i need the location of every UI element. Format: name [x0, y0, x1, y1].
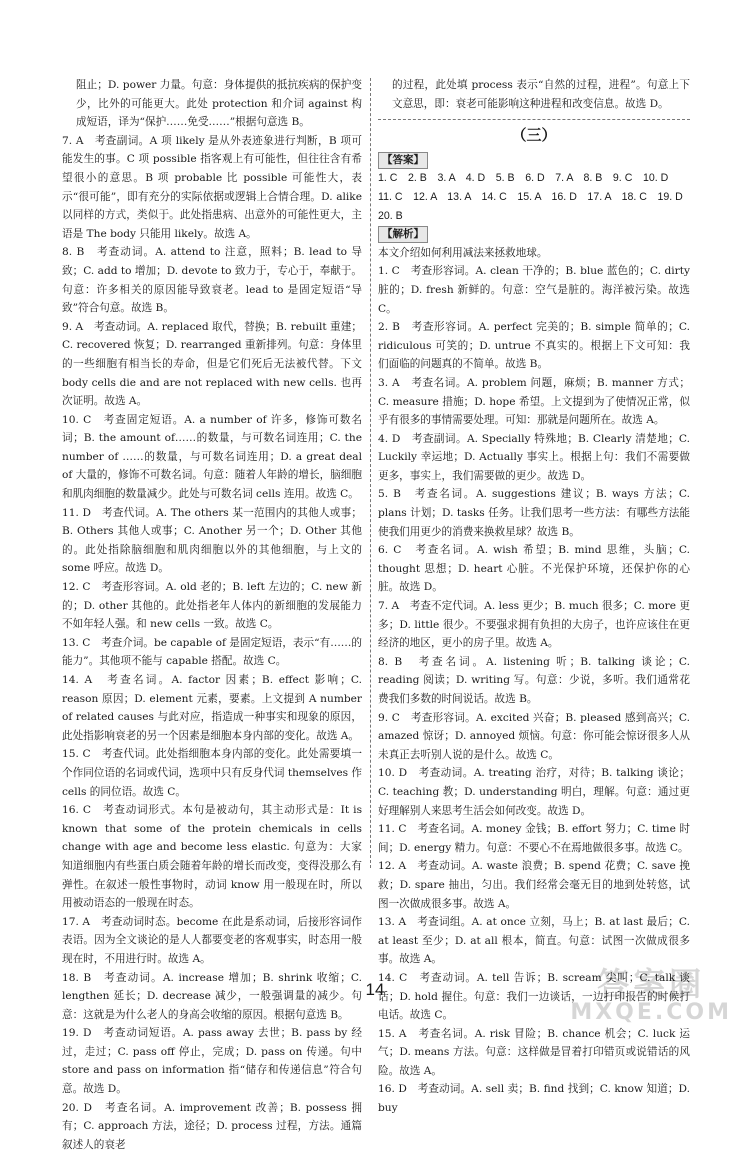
- right-item-15: 15. A 考查名词。A. risk 冒险；B. chance 机会；C. luck 运气；D. means 方法。句意：这样做是冒着打印错页或说错话的风险。故选 A。: [378, 1027, 690, 1077]
- right-item-16: 16. D 考查动词。A. sell 卖；B. find 找到；C. know 知道；D. buy: [378, 1083, 690, 1115]
- watermark-top: 答案圈: [597, 965, 706, 1003]
- right-item-4: 4. D 考查副词。A. Specially 特殊地；B. Clearly 清楚地；C. Luckily 幸运地；D. Actually 事实上。根据上句：我们不需要做更多，事实上，我们需要做的更少。故选 D。: [378, 432, 690, 482]
- right-item-14: 14. C 考查动词。A. tell 告诉；B. scream 尖叫；C. talk 谈话；D. hold 握住。句意：我们一边谈话，一边打印报告的时候打电话。故选 C。: [378, 971, 690, 1022]
- left-item-20: 20. D 考查名词。A. improvement 改善；B. possess 拥有；C. approach 方法，途径；D. process 过程，方法。通篇叙述人的衰老: [62, 1101, 362, 1151]
- right-item-11: 11. C 考查名词。A. money 金钱；B. effort 努力；C. time 时间；D. energy 精力。句意：不要心不在焉地做很多事。故选 C。: [378, 823, 690, 854]
- right-item-10: 10. D 考查动词。A. treating 治疗，对待；B. talking 谈论；C. teaching 教；D. understanding 明白，理解。句意：通过更好理解别人来思考生活会如何改变。故选 D。: [378, 767, 690, 817]
- left-item-13: 13. C 考查介词。be capable of 是固定短语，表示“有……的能力”。其他项不能与 capable 搭配。故选 C。: [62, 636, 362, 668]
- left-item-18: 18. B 考查动词。A. increase 增加；B. shrink 收缩；C. lengthen 延长；D. decrease 减少，一般强调量的减少。句意：这就是为什么老人的身高会收缩的原因。根据句意选 B。: [62, 971, 362, 1021]
- left-item-14: 14. A 考查名词。A. factor 因素；B. effect 影响；C. reason 原因；D. element 元素，要素。上文提到 A number of related causes 与此对应，指造成一种事实和现象的原因，此处指影响衰老的另一个因素是细胞本身内部的变化。故选 A。: [62, 674, 362, 742]
- answers-label: 【答案】: [378, 152, 428, 169]
- page-number: 14: [365, 980, 385, 999]
- right-item-6: 6. C 考查名词。A. wish 希望；B. mind 思维，头脑；C. thought 思想；D. heart 心脏。不光保护环境，还保护你的心脏。故选 D。: [378, 544, 690, 594]
- answers-line-1: 1. C 2. B 3. A 4. D 5. B 6. D 7. A 8. B 9. C 10. D: [378, 172, 669, 185]
- answers-block: [378, 151, 690, 225]
- watermark-bottom: MXQE.COM: [570, 1000, 732, 1025]
- left-item-15: 15. C 考查代词。此处指细胞本身内部的变化。此处需要填一个作同位语的名词或代词，选项中只有反身代词 themselves 作 cells 的同位语。故选 C。: [62, 748, 362, 798]
- right-item-13: 13. A 考查词组。A. at once 立刻，马上；B. at last 最后；C. at least 至少；D. at all 根本，简直。句意：试图一次做成很多事。故选 A。: [378, 916, 690, 966]
- right-item-3: 3. A 考查名词。A. problem 问题，麻烦；B. manner 方式；C. measure 措施；D. hope 希望。上文提到为了使情况正常，似乎有很多的事情需要处理。可知：那就是问题所在。故选 A。: [378, 376, 690, 427]
- left-item-16: 16. C 考查动词形式。本句是被动句，其主动形式是：It is known that some of the protein chemicals in cells change with age and become less elastic. 句意为：大家知道细胞内有些蛋白质会随着年龄的增长而改变，变得没那么有弹性。在叙述一般性事物时，动词 know 用一般现在时，所以用被动语态的一般现在时态。: [62, 804, 362, 910]
- left-item-19: 19. D 考查动词短语。A. pass away 去世；B. pass by 经过，走过；C. pass off 停止，完成；D. pass on 传递。句中 store and pass on information 指“储存和传递信息”符合句意。故选 D。: [62, 1027, 362, 1096]
- right-item-1: 1. C 考查形容词。A. clean 干净的；B. blue 蓝色的；C. dirty 脏的；D. fresh 新鲜的。句意：空气是脏的。海洋被污染。故选 C。: [378, 265, 690, 315]
- left-item-11: 11. D 考查代词。A. The others 某一范围内的其他人或事；B. Others 其他人或事；C. Another 另一个；D. Other 其他的。此处指除脑细胞和肌肉细胞以外的其他细胞，与上文的 some 呼应。故选 D。: [62, 506, 362, 575]
- left-item-8: 8. B 考查动词。A. attend to 注意，照料；B. lead to 导致；C. add to 增加；D. devote to 致力于，专心于，奉献于。句意：许多相关的原因能导致衰老。lead to 是固定短语“导致”符合句意。故选 B。: [62, 246, 362, 315]
- right-item-12: 12. A 考查动词。A. waste 浪费；B. spend 花费；C. save 挽救；D. spare 抽出，匀出。我们经常会毫无目的地到处转悠，试图一次做成很多事。故选 A。: [378, 860, 690, 910]
- right-item-9: 9. C 考查形容词。A. excited 兴奋；B. pleased 感到高兴；C. amazed 惊讶；D. annoyed 烦恼。句意：你可能会惊讶很多人从未真正去听别人说的是什么。故选 C。: [378, 711, 690, 761]
- right-item-2: 2. B 考查形容词。A. perfect 完美的；B. simple 简单的；C. ridiculous 可笑的；D. untrue 不真实的。根据上下文可知：我们面临的问题真的不简单。故选 B。: [378, 321, 690, 371]
- watermark-logo: [570, 967, 732, 1025]
- right-column: [378, 76, 690, 1118]
- left-item-9: 9. A 考查动词。A. replaced 取代，替换；B. rebuilt 重建；C. recovered 恢复；D. rearranged 重新排列。句意：身体里的一些细胞有相当长的寿命，但是它们死后无法被代替。下文 body cells die and are not replaced with new cells. 也再次证明。故选 A。: [62, 320, 362, 408]
- column-divider: [370, 78, 371, 868]
- left-item-12: 12. C 考查形容词。A. old 老的；B. left 左边的；C. new 新的；D. other 其他的。此处指老年人体内的新细胞的发展能力不如年轻人强。和 new cells 一致。故选 C。: [62, 581, 362, 631]
- section-separator: [378, 119, 690, 120]
- answers-line-2: 11. C 12. A 13. A 14. C 15. A 16. D 17. A 18. C 19. D: [378, 190, 683, 203]
- left-item-10: 10. C 考查固定短语。A. a number of 许多，修饰可数名词；B. the amount of……的数量，与可数名词连用；C. the number of ……的数量，与可数名词连用；D. a great deal of 大量的，修饰不可数名词。句意：随着人年龄的增长，脑细胞和肌肉细胞的数量减少。此处与可数名词 cells 连用。故选 C。: [62, 413, 362, 501]
- right-item-7: 7. A 考查不定代词。A. less 更少；B. much 很多；C. more 更多；D. little 很少。不要强求拥有负担的大房子，也许应该住在更经济的地区，更小的房子里。故选 A。: [378, 600, 690, 650]
- right-item-5: 5. B 考查名词。A. suggestions 建议；B. ways 方法；C. plans 计划；D. tasks 任务。让我们思考一些方法：有哪些方法能使我们用更少的消费来换救星球？故选 B。: [378, 488, 690, 538]
- answers-line-3: 20. B: [378, 209, 403, 222]
- left-item-7: 7. A 考查副词。A 项 likely 是从外表迹象进行判断，B 项可能发生的事。C 项 possible 指客观上有可能性，但往往含有希望很小的意思。B 项 probable 比 possible 可能性大，表示“很可能”，即有充分的实际依据或逻辑上合情合理。D. alike 以同样的方式，类似于。此处指患病、出意外的可能性更大，主语是 The body 只能用 likely。故选 A。: [62, 134, 362, 240]
- right-item-8: 8. B 考查名词。A. listening 听；B. talking 谈论；C. reading 阅读；D. writing 写。句意：少说，多听。我们通常花费我们多数的时间说话。故选 B。: [378, 655, 690, 705]
- analysis-label: 【解析】: [378, 226, 428, 243]
- right-continuation: 的过程，此处填 process 表示“自然的过程，进程”。句意上下文意思，即：衰老可能影响这种进程和改变信息。故选 D。: [392, 79, 690, 110]
- analysis-intro: 本文介绍如何利用减法来拯救地球。: [378, 246, 548, 259]
- left-item-17: 17. A 考查动词时态。become 在此是系动词，后接形容词作表语。因为全文谈论的是人人都要变老的客观事实，时态用一般现在时，不用进行时。故选 A。: [62, 915, 362, 965]
- section-title: （三）: [511, 126, 557, 145]
- left-item-0: 阻止；D. power 力量。句意：身体提供的抵抗疾病的保护变少，比外的可能更大。此处 protection 和介词 against 构成短语，译为“保护……免受……”根据句意选 B。: [76, 79, 362, 129]
